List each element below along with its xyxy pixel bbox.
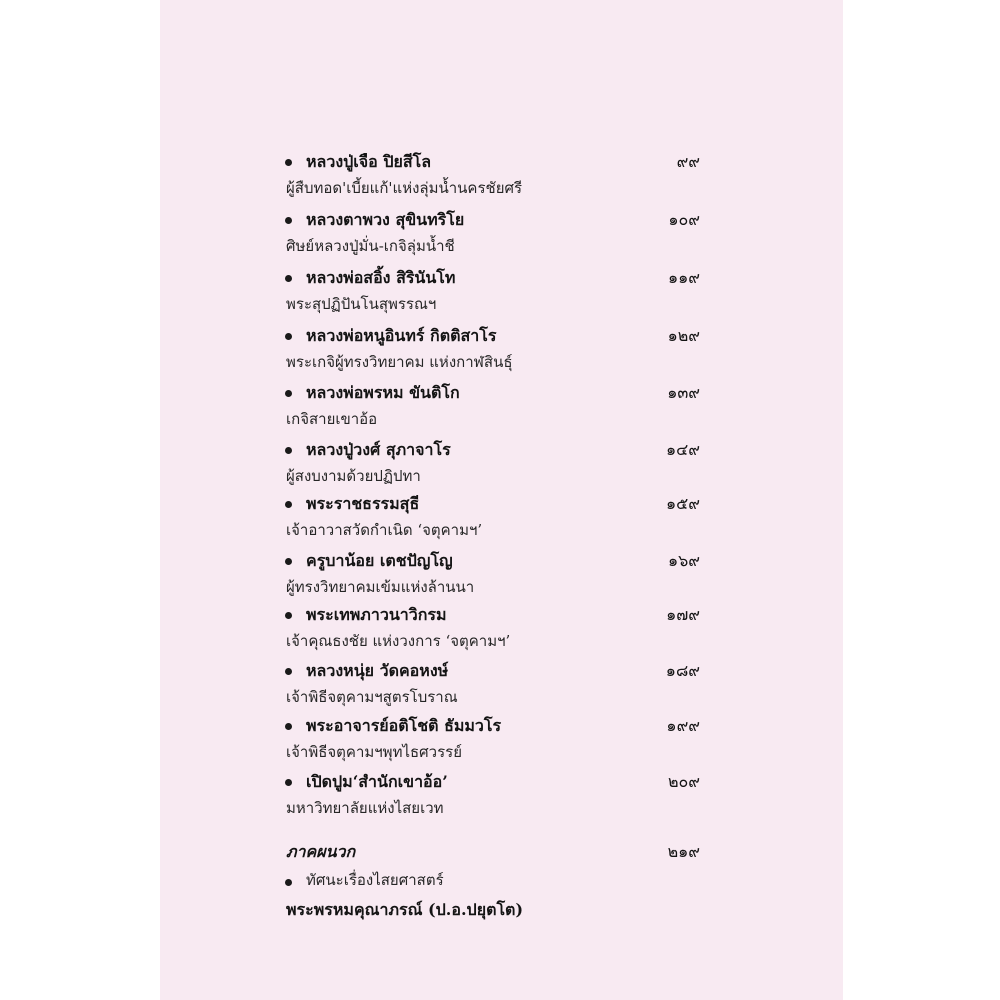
entry-title: พระอาจารย์อติโชติ ธัมมวโร: [306, 716, 502, 735]
bullet-icon: [285, 558, 292, 565]
entry-title: ครูบาน้อย เตชปัญโญ: [306, 551, 453, 570]
entry-title: หลวงปู่เจือ ปิยสีโล: [306, 152, 432, 171]
entry-title: พระเทพภาวนาวิกรม: [306, 605, 447, 624]
entry-subtitle: ศิษย์หลวงปู่มั่น-เกจิลุ่มน้ำชี: [286, 237, 455, 255]
toc-entry: [160, 150, 843, 208]
bullet-icon: [285, 501, 292, 508]
bullet-icon: [285, 447, 292, 454]
toc-entry: [160, 324, 843, 382]
entry-title: หลวงพ่อพรหม ขันติโก: [306, 383, 460, 402]
bullet-icon: [285, 723, 292, 730]
entry-title: หลวงพ่อหนูอินทร์ กิตติสาโร: [306, 326, 497, 345]
appendix-heading: ภาคผนวก: [286, 842, 356, 861]
entry-page-number: ๑๙๙: [666, 716, 700, 735]
entry-title: หลวงพ่อสอิ้ง สิรินันโท: [306, 268, 456, 287]
entry-title: เปิดปูม‘สำนักเขาอ้อ’: [306, 772, 448, 791]
toc-entry: [160, 714, 843, 772]
entry-subtitle: ผู้สืบทอด'เบี้ยแก้'แห่งลุ่มน้ำนครชัยศรี: [286, 179, 523, 197]
toc-entry: [160, 266, 843, 324]
bullet-icon: [285, 333, 292, 340]
entry-page-number: ๑๓๙: [667, 383, 700, 402]
entry-subtitle: เจ้าพิธีจตุคามฯสูตรโบราณ: [286, 688, 458, 706]
entry-subtitle: เจ้าคุณธงชัย แห่งวงการ ‘จตุคามฯ’: [286, 632, 511, 650]
entry-subtitle: ผู้ทรงวิทยาคมเข้มแห่งล้านนา: [286, 578, 475, 596]
appendix-page-number: ๒๑๙: [667, 842, 700, 861]
entry-title: หลวงปู่วงศ์ สุภาจาโร: [306, 440, 451, 459]
toc-entry: [160, 438, 843, 496]
bullet-icon: [285, 879, 292, 886]
entry-subtitle: เจ้าพิธีจตุคามฯพุทไธศวรรย์: [286, 743, 463, 761]
bullet-icon: [285, 668, 292, 675]
bullet-icon: [285, 390, 292, 397]
entry-subtitle: มหาวิทยาลัยแห่งไสยเวท: [286, 799, 444, 817]
toc-entry: [160, 549, 843, 607]
bullet-icon: [285, 217, 292, 224]
toc-entry: [160, 659, 843, 717]
entry-page-number: ๒๐๙: [667, 772, 700, 791]
entry-page-number: ๑๒๙: [667, 326, 700, 345]
entry-subtitle: เจ้าอาวาสวัดกำเนิด ‘จตุคามฯ’: [286, 521, 483, 539]
toc-entry: [160, 381, 843, 439]
entry-subtitle: ผู้สงบงามด้วยปฏิปทา: [286, 467, 421, 485]
entry-page-number: ๑๔๙: [666, 440, 700, 459]
appendix-item-title: ทัศนะเรื่องไสยศาสตร์: [306, 871, 444, 889]
entry-page-number: ๑๐๙: [668, 210, 700, 229]
entry-title: พระราชธรรมสุธี: [306, 494, 420, 513]
toc-entry: [160, 770, 843, 828]
entry-page-number: ๑๕๙: [666, 494, 700, 513]
bullet-icon: [285, 779, 292, 786]
toc-entry: [160, 603, 843, 661]
entry-subtitle: เกจิสายเขาอ้อ: [286, 410, 378, 428]
toc-entry: [160, 492, 843, 550]
bullet-icon: [285, 275, 292, 282]
entry-page-number: ๑๖๙: [667, 551, 700, 570]
entry-page-number: ๑๑๙: [667, 268, 700, 287]
bullet-icon: [285, 159, 292, 166]
entry-title: หลวงตาพวง สุขินทริโย: [306, 210, 465, 229]
entry-subtitle: พระเกจิผู้ทรงวิทยาคม แห่งกาฬสินธุ์: [286, 353, 513, 371]
bullet-icon: [285, 612, 292, 619]
entry-title: หลวงหนุ่ย วัดคอหงษ์: [306, 661, 449, 680]
appendix-item-author: พระพรหมคุณาภรณ์ (ป.อ.ปยุตโต): [286, 900, 524, 919]
book-page: [160, 0, 843, 1000]
entry-page-number: ๑๗๙: [666, 605, 700, 624]
entry-page-number: ๑๘๙: [665, 661, 700, 680]
toc-entry: [160, 208, 843, 266]
entry-subtitle: พระสุปฏิปันโนสุพรรณฯ: [286, 295, 437, 313]
entry-page-number: ๙๙: [676, 152, 700, 171]
